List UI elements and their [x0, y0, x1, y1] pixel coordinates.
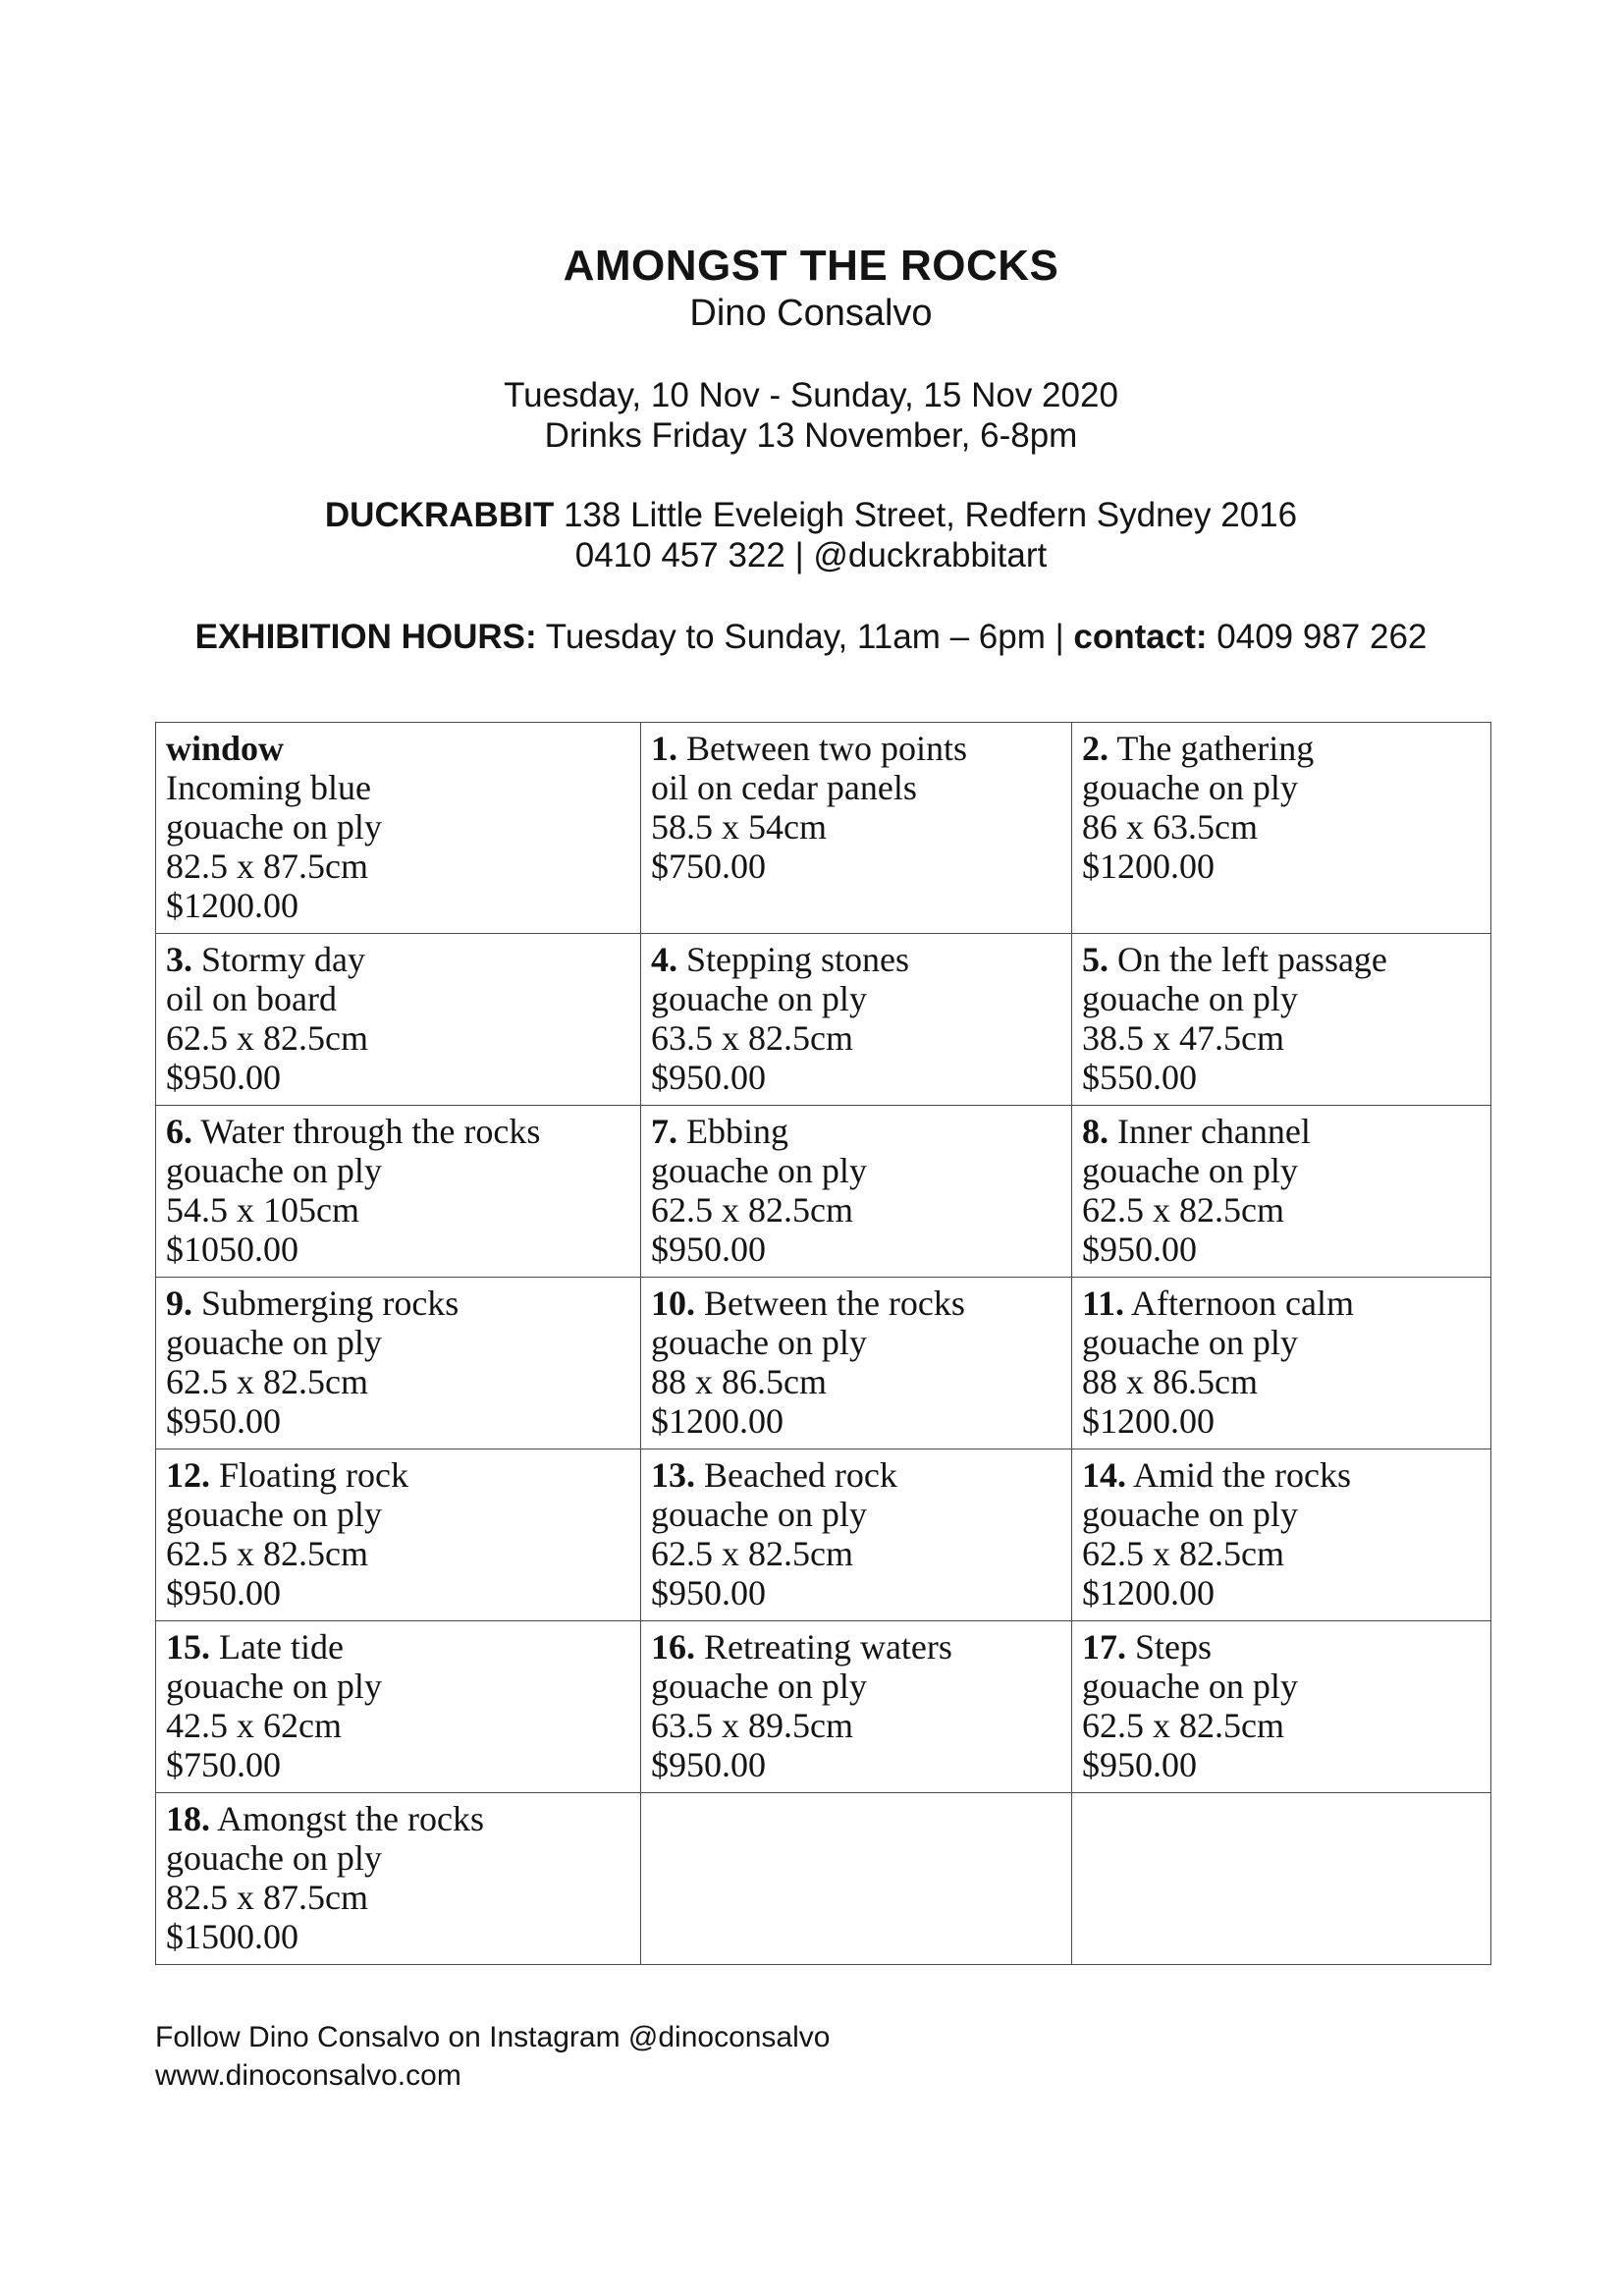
artwork-title-line: [166, 940, 630, 979]
artwork-medium: gouache on ply: [166, 807, 382, 847]
artwork-price: $950.00: [166, 1401, 281, 1441]
artwork-number: 16.: [651, 1627, 695, 1667]
hours-value: Tuesday to Sunday, 11am – 6pm |: [536, 618, 1074, 656]
venue-line: [0, 495, 1622, 535]
artwork-cell-3: [156, 934, 641, 1106]
artwork-medium: gouache on ply: [1082, 1495, 1298, 1534]
artwork-number: 7.: [651, 1112, 677, 1151]
hours-label: EXHIBITION HOURS:: [194, 618, 537, 656]
artwork-title: Amongst the rocks: [210, 1799, 484, 1838]
artwork-price: $950.00: [651, 1058, 766, 1097]
artwork-size: 62.5 x 82.5cm: [651, 1190, 853, 1230]
artwork-cell-13: [641, 1449, 1072, 1621]
table-row: [156, 1793, 1491, 1965]
artwork-medium: gouache on ply: [166, 1667, 382, 1706]
artwork-cell-window: [156, 723, 641, 934]
artwork-price: $1050.00: [166, 1230, 298, 1269]
artwork-number: 15.: [166, 1627, 210, 1667]
artwork-price: $950.00: [651, 1573, 766, 1613]
artwork-medium: gouache on ply: [651, 1667, 867, 1706]
artwork-number: 9.: [166, 1284, 192, 1323]
artwork-title-line: [651, 1112, 1061, 1151]
artwork-medium: gouache on ply: [1082, 1667, 1298, 1706]
instagram-line: Follow Dino Consalvo on Instagram @dinoconsalvo: [155, 2021, 831, 2053]
artwork-medium: oil on board: [166, 979, 337, 1018]
artwork-title-line: [1082, 940, 1481, 979]
artwork-cell-9: [156, 1278, 641, 1449]
artwork-title-line: [1082, 1455, 1481, 1495]
artwork-title-line: [1082, 1112, 1481, 1151]
artist-name: Dino Consalvo: [689, 293, 933, 334]
table-row: [156, 1278, 1491, 1449]
artwork-title: Between two points: [677, 729, 967, 768]
contact-label: contact:: [1073, 618, 1208, 656]
artwork-title-line: [166, 1799, 630, 1838]
artwork-medium: gouache on ply: [1082, 979, 1298, 1018]
artwork-cell-6: [156, 1106, 641, 1278]
artwork-title: Afternoon calm: [1124, 1284, 1354, 1323]
artwork-price: $950.00: [1082, 1745, 1197, 1784]
artwork-title: Between the rocks: [695, 1284, 965, 1323]
empty-cell: [1072, 1793, 1491, 1965]
artwork-title: Retreating waters: [695, 1627, 952, 1667]
artwork-number: 3.: [166, 940, 192, 979]
artwork-medium: gouache on ply: [166, 1323, 382, 1362]
artwork-price: $1200.00: [651, 1401, 784, 1441]
artwork-price: $1200.00: [1082, 847, 1215, 886]
contact-value: 0409 987 262: [1207, 618, 1428, 656]
artwork-number: 18.: [166, 1799, 210, 1838]
artwork-number: 5.: [1082, 940, 1108, 979]
artwork-title: Amid the rocks: [1126, 1455, 1351, 1495]
artwork-size: 88 x 86.5cm: [651, 1362, 827, 1401]
artwork-cell-11: [1072, 1278, 1491, 1449]
artwork-size: 54.5 x 105cm: [166, 1190, 359, 1230]
page-title: AMONGST THE ROCKS: [563, 242, 1059, 290]
artwork-number: 1.: [651, 729, 677, 768]
dates-line: Tuesday, 10 Nov - Sunday, 15 Nov 2020: [504, 376, 1118, 414]
artwork-size: 42.5 x 62cm: [166, 1706, 342, 1745]
artwork-title: Steps: [1126, 1627, 1213, 1667]
artwork-number: 14.: [1082, 1455, 1126, 1495]
hours-line: [0, 617, 1622, 657]
artwork-number: 6.: [166, 1112, 192, 1151]
artwork-size: 63.5 x 82.5cm: [651, 1018, 853, 1058]
artwork-number: 11.: [1082, 1284, 1125, 1323]
artwork-title-line: [166, 1627, 630, 1667]
venue-name: DUCKRABBIT: [324, 496, 555, 534]
artwork-title-line: [166, 729, 630, 768]
artwork-size: 62.5 x 82.5cm: [1082, 1706, 1284, 1745]
artwork-title: Late tide: [210, 1627, 344, 1667]
venue-block: [0, 495, 1622, 575]
artwork-medium: gouache on ply: [166, 1151, 382, 1190]
artwork-number: 10.: [651, 1284, 695, 1323]
table-row: [156, 934, 1491, 1106]
page-header: [0, 0, 1622, 657]
artwork-price: $950.00: [1082, 1230, 1197, 1269]
artwork-cell-18: [156, 1793, 641, 1965]
artwork-title-line: [1082, 1627, 1481, 1667]
artwork-title-line: [166, 1284, 630, 1323]
artwork-cell-1: [641, 723, 1072, 934]
artwork-title: Submerging rocks: [192, 1284, 460, 1323]
artwork-title: Stormy day: [192, 940, 365, 979]
artwork-cell-10: [641, 1278, 1072, 1449]
artwork-medium: gouache on ply: [166, 1495, 382, 1534]
artwork-price: $1200.00: [1082, 1573, 1215, 1613]
artwork-title-line: [166, 1112, 630, 1151]
artwork-title-line: [651, 1284, 1061, 1323]
artwork-price: $950.00: [651, 1745, 766, 1784]
artwork-title-line: [651, 729, 1061, 768]
artwork-number: 8.: [1082, 1112, 1108, 1151]
artwork-title-line: [166, 1455, 630, 1495]
artwork-price: $1200.00: [1082, 1401, 1215, 1441]
artwork-title-line: [1082, 1284, 1481, 1323]
artwork-size: 82.5 x 87.5cm: [166, 847, 368, 886]
artwork-cell-7: [641, 1106, 1072, 1278]
artwork-title-line: [651, 940, 1061, 979]
artwork-number: window: [166, 729, 285, 768]
table-row: [156, 1449, 1491, 1621]
artwork-title: Floating rock: [210, 1455, 408, 1495]
artwork-price: $1200.00: [166, 886, 298, 925]
artwork-title: Water through the rocks: [192, 1112, 541, 1151]
artwork-cell-2: [1072, 723, 1491, 934]
artwork-title: Ebbing: [677, 1112, 788, 1151]
artwork-medium: gouache on ply: [651, 1495, 867, 1534]
artwork-cell-12: [156, 1449, 641, 1621]
drinks-line: Drinks Friday 13 November, 6-8pm: [544, 416, 1078, 455]
artwork-price: $550.00: [1082, 1058, 1197, 1097]
artwork-size: 86 x 63.5cm: [1082, 807, 1258, 847]
artwork-title: Stepping stones: [677, 940, 910, 979]
artwork-medium: gouache on ply: [166, 1838, 382, 1878]
venue-contact: 0410 457 322 | @duckrabbitart: [574, 536, 1048, 574]
artwork-medium: gouache on ply: [1082, 768, 1298, 807]
table-row: [156, 1106, 1491, 1278]
artwork-cell-16: [641, 1621, 1072, 1793]
artwork-size: 63.5 x 89.5cm: [651, 1706, 853, 1745]
artwork-title: Inner channel: [1108, 1112, 1311, 1151]
artwork-cell-14: [1072, 1449, 1491, 1621]
artwork-title-line: [651, 1627, 1061, 1667]
artwork-number: 2.: [1082, 729, 1108, 768]
table-row: [156, 1621, 1491, 1793]
artwork-title: The gathering: [1108, 729, 1315, 768]
artwork-size: 62.5 x 82.5cm: [166, 1534, 368, 1573]
artwork-size: 58.5 x 54cm: [651, 807, 827, 847]
artwork-size: 62.5 x 82.5cm: [166, 1018, 368, 1058]
artwork-medium: oil on cedar panels: [651, 768, 917, 807]
artwork-price: $750.00: [651, 847, 766, 886]
artwork-medium: gouache on ply: [1082, 1151, 1298, 1190]
artwork-number: 17.: [1082, 1627, 1126, 1667]
artwork-title-line: [651, 1455, 1061, 1495]
artwork-price: $750.00: [166, 1745, 281, 1784]
artwork-cell-5: [1072, 934, 1491, 1106]
artwork-cell-8: [1072, 1106, 1491, 1278]
artwork-size: 62.5 x 82.5cm: [166, 1362, 368, 1401]
artwork-price: $950.00: [166, 1058, 281, 1097]
artwork-medium: gouache on ply: [651, 979, 867, 1018]
artwork-number: 13.: [651, 1455, 695, 1495]
exhibition-dates: [0, 375, 1622, 456]
artwork-title: Beached rock: [695, 1455, 897, 1495]
artwork-size: 88 x 86.5cm: [1082, 1362, 1258, 1401]
artwork-medium: gouache on ply: [651, 1151, 867, 1190]
artwork-number: 4.: [651, 940, 677, 979]
artwork-size: 62.5 x 82.5cm: [1082, 1534, 1284, 1573]
artwork-medium: gouache on ply: [1082, 1323, 1298, 1362]
page-footer: [155, 2018, 1622, 2095]
website-line: www.dinoconsalvo.com: [155, 2059, 461, 2092]
artwork-subtitle: Incoming blue: [166, 768, 371, 807]
artwork-medium: gouache on ply: [651, 1323, 867, 1362]
artwork-cell-15: [156, 1621, 641, 1793]
artwork-price: $950.00: [651, 1230, 766, 1269]
artwork-price: $1500.00: [166, 1917, 298, 1956]
artwork-size: 38.5 x 47.5cm: [1082, 1018, 1284, 1058]
table-row: [156, 723, 1491, 934]
artwork-cell-17: [1072, 1621, 1491, 1793]
artwork-cell-4: [641, 934, 1072, 1106]
empty-cell: [641, 1793, 1072, 1965]
artwork-size: 62.5 x 82.5cm: [1082, 1190, 1284, 1230]
artwork-title-line: [1082, 729, 1481, 768]
venue-address: 138 Little Eveleigh Street, Redfern Sydney 2016: [554, 496, 1298, 534]
artwork-title: On the left passage: [1108, 940, 1387, 979]
artwork-number: 12.: [166, 1455, 210, 1495]
artwork-size: 62.5 x 82.5cm: [651, 1534, 853, 1573]
price-table: [155, 722, 1491, 1965]
artwork-size: 82.5 x 87.5cm: [166, 1878, 368, 1917]
artwork-price: $950.00: [166, 1573, 281, 1613]
